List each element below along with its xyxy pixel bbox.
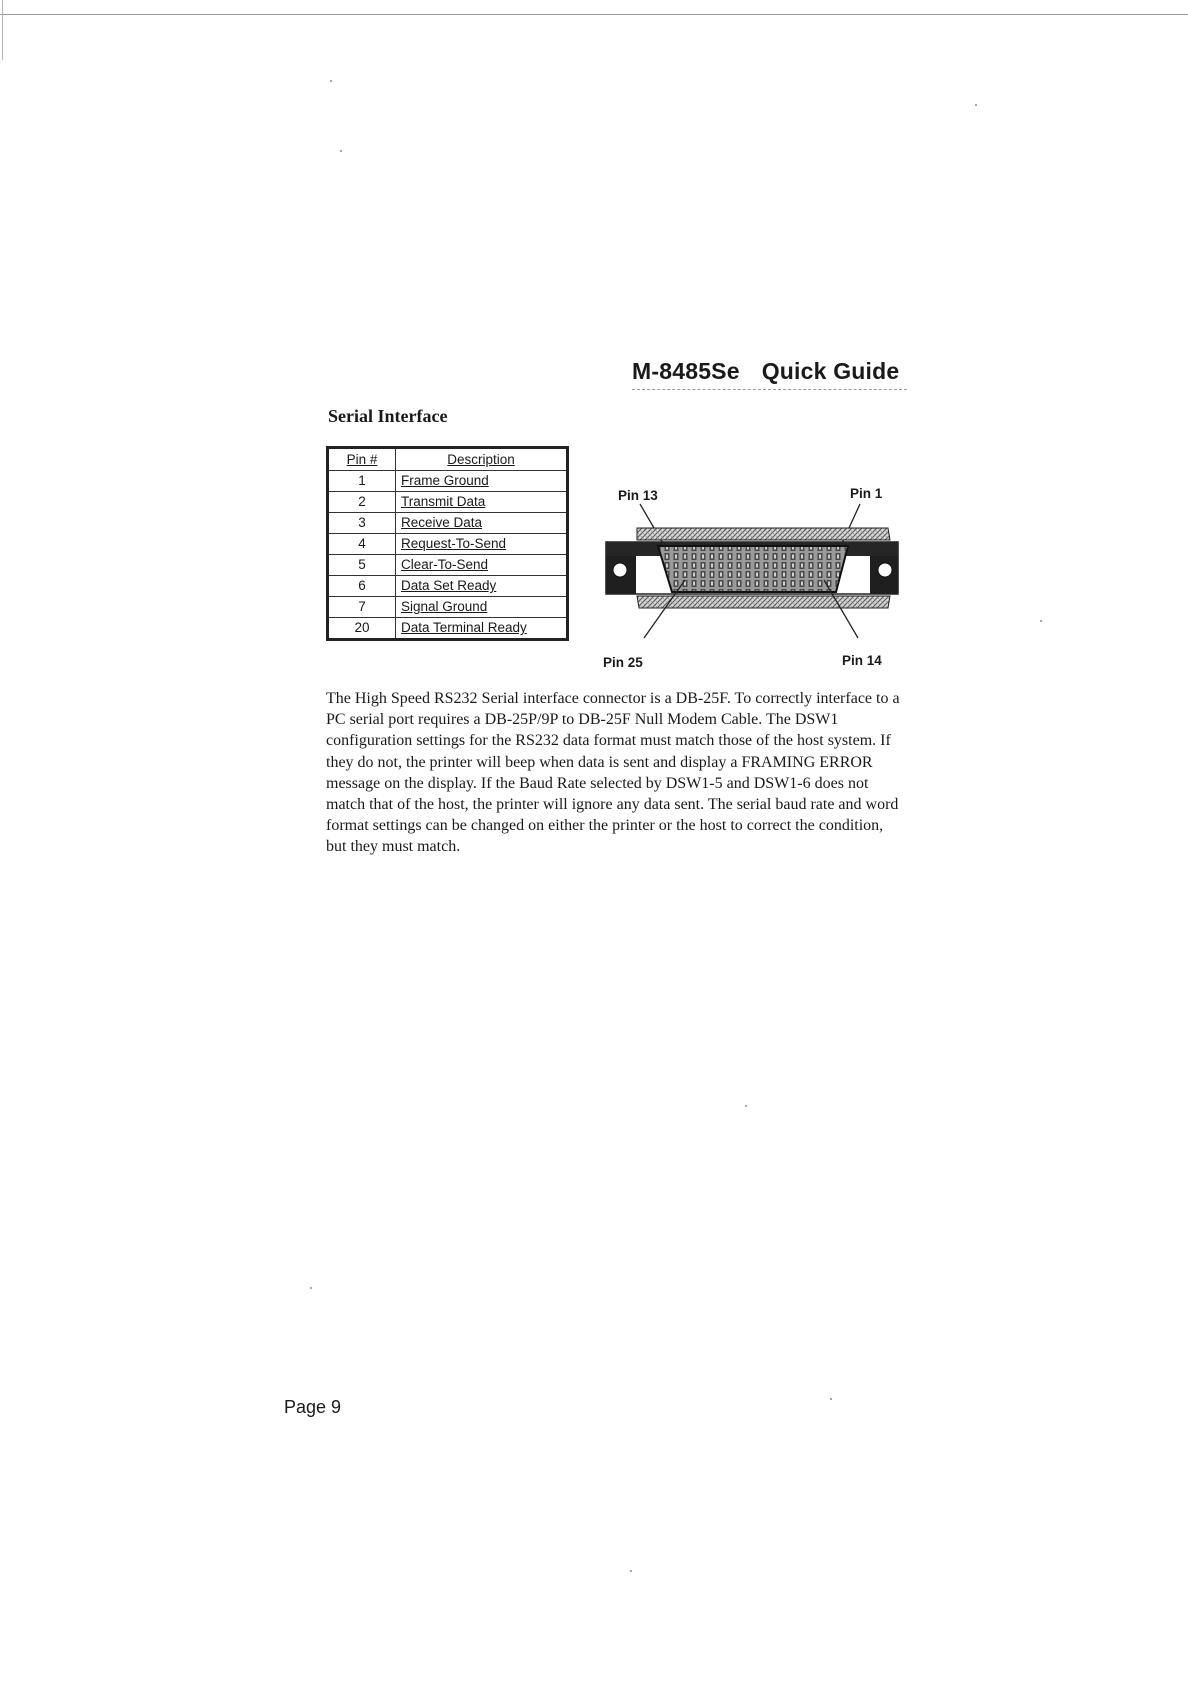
pin-description: Receive Data [396,513,568,534]
pin-number: 7 [328,597,396,618]
pin-description: Signal Ground [396,597,568,618]
section-heading: Serial Interface [328,406,448,426]
body-paragraph: The High Speed RS232 Serial interface connector is a DB-25F. To correctly interface to a PC serial port requires a DB-25P/9P to DB-25F Null Modem Cable. The DSW1 configuration settings for the RS232 data format must match those of the host system. If they do not, the printer will beep when data is sent and display a FRAMING ERROR message on the display. If the Baud Rate selected by DSW1-5 and DSW1-6 does not match that of the host, the printer will ignore any data sent. The serial baud rate and word format settings can be changed on either the printer or the host to correct the condition, but they must match. [326,690,900,856]
pin-25-label: Pin 25 [603,655,643,670]
connector-graphic [600,480,900,645]
pin-number: 4 [328,534,396,555]
table-row [328,534,568,555]
guide-title [632,358,907,390]
scan-speck [1040,620,1042,622]
pin-description: Frame Ground [396,471,568,492]
table-row [328,513,568,534]
table-row [328,576,568,597]
pin-description: Request-To-Send [396,534,568,555]
pin-1-label: Pin 1 [850,486,883,501]
pin-table-header-row [328,448,568,471]
pin-number: 6 [328,576,396,597]
description-column-header: Description [396,448,568,471]
pin-column-header: Pin # [328,448,396,471]
table-row [328,555,568,576]
pin-number: 5 [328,555,396,576]
table-row [328,597,568,618]
scan-speck [340,150,342,152]
page-number: Page 9 [284,1397,342,1417]
guide-name: Quick Guide [761,358,900,384]
scan-speck [830,1398,832,1400]
db25-connector-diagram [600,480,900,680]
pin-number: 3 [328,513,396,534]
scan-speck [310,1287,312,1289]
scan-speck [330,80,332,82]
pin-13-label: Pin 13 [618,488,658,503]
table-row [328,492,568,513]
pin-description: Transmit Data [396,492,568,513]
pin-description: Data Set Ready [396,576,568,597]
pin-number: 20 [328,618,396,640]
table-row [328,618,568,640]
pin-number: 1 [328,471,396,492]
scan-edge-line [0,14,1188,15]
scan-speck [745,1105,747,1107]
pin-description: Clear-To-Send [396,555,568,576]
pin-number: 2 [328,492,396,513]
model-name: M-8485Se [632,358,740,384]
scan-speck [975,104,977,106]
pin-table [326,446,569,641]
table-row [328,471,568,492]
scan-speck [630,1570,632,1572]
scan-edge-line-left [2,0,3,60]
pin-description: Data Terminal Ready [396,618,568,640]
pin-14-label: Pin 14 [842,653,882,668]
